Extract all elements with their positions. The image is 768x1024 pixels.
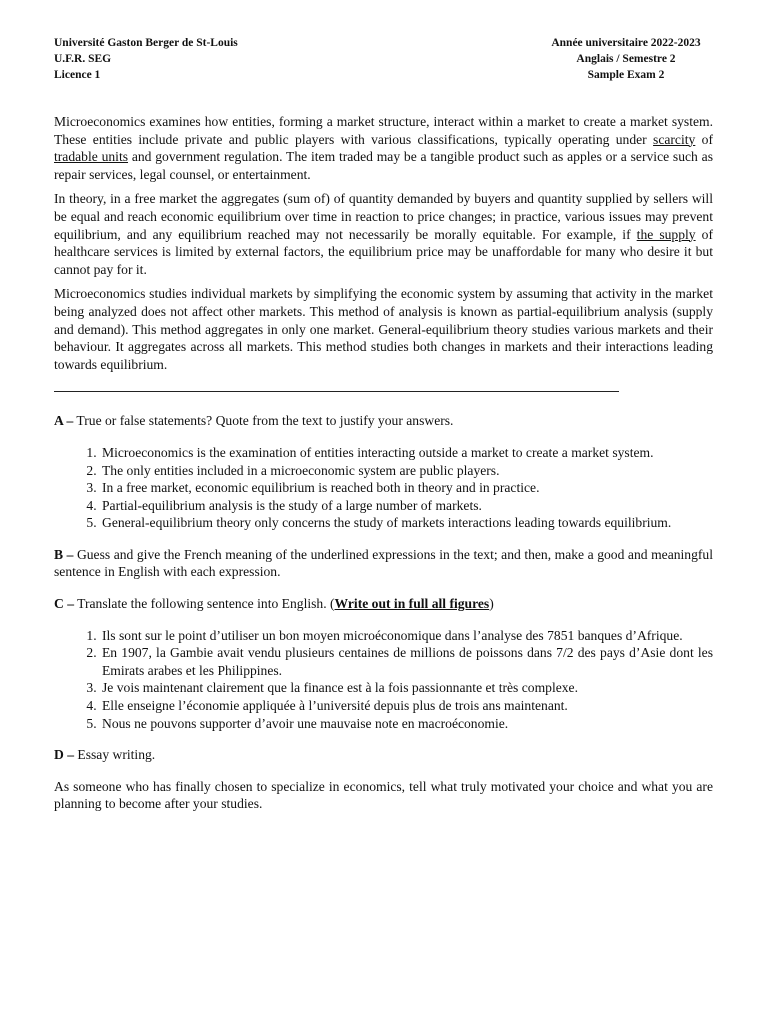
exam-body bbox=[54, 113, 713, 820]
list-item: 2. The only entities included in a microeconomic system are public players. bbox=[100, 462, 713, 480]
underlined-expression: the supply bbox=[636, 226, 696, 242]
section-letter: A – bbox=[54, 413, 74, 429]
passage-paragraph-1: Microeconomics examines how entities, forming a market structure, interact within a market to create a market system. These entities include private and public players with various classifications, typically operating under scarcity of tradable units and government regulation. The item traded may be a tangible product such as apples or a service such as repair services, legal counsel, or entertainment. bbox=[54, 114, 713, 182]
list-item: 5. General-equilibrium theory only concerns the study of markets interactions leading towards equilibrium. bbox=[100, 514, 713, 532]
course-semester: Anglais / Semestre 2 bbox=[576, 53, 676, 65]
section-letter: C – bbox=[54, 596, 75, 612]
list-item: 4. Elle enseigne l’économie appliquée à l’université depuis plus de trois ans maintenant. bbox=[100, 697, 713, 715]
underlined-expression: tradable units bbox=[54, 149, 129, 165]
faculty-name: U.F.R. SEG bbox=[54, 53, 112, 65]
section-c-instruction: C – Translate the following sentence into English. (Write out in full all figures) bbox=[54, 596, 494, 612]
header-row bbox=[54, 67, 714, 83]
university-name: Université Gaston Berger de St-Louis bbox=[54, 37, 238, 49]
list-item: 4. Partial-equilibrium analysis is the study of a large number of markets. bbox=[100, 497, 713, 515]
section-letter: B – bbox=[54, 546, 74, 562]
list-item: 3. Je vois maintenant clairement que la finance est à la fois passionnante et très complexe. bbox=[100, 679, 713, 697]
header-row bbox=[54, 51, 714, 67]
section-b-instruction: B – Guess and give the French meaning of the underlined expressions in the text; and then, make a good and meaningful sentence in English with each expression. bbox=[54, 546, 713, 580]
section-c-list bbox=[54, 627, 713, 733]
figures-note: Write out in full all figures bbox=[334, 596, 490, 612]
section-letter: D – bbox=[54, 747, 75, 763]
passage-paragraph-2: In theory, in a free market the aggregates (sum of) of quantity demanded by buyers and quantity supplied by sellers will be equal and reach economic equilibrium over time in reaction to price changes; in practice, various issues may prevent equilibrium, and any equilibrium reached may not necessarily be morally equitable. For example, if the supply of healthcare services is limited by external factors, the equilibrium price may be unaffordable for many who desire it but cannot pay for it. bbox=[54, 191, 713, 277]
list-item: 3. In a free market, economic equilibrium is reached both in theory and in practice. bbox=[100, 479, 713, 497]
header-row bbox=[54, 35, 714, 51]
document-header bbox=[54, 35, 714, 83]
level-name: Licence 1 bbox=[54, 69, 101, 81]
list-item: 5. Nous ne pouvons supporter d’avoir une mauvaise note en macroéconomie. bbox=[100, 715, 713, 733]
list-item: 1. Microeconomics is the examination of entities interacting outside a market to create a market system. bbox=[100, 444, 713, 462]
section-a-list bbox=[54, 444, 713, 532]
list-item: 1. Ils sont sur le point d’utiliser un bon moyen microéconomique dans l’analyse des 7851 banques d’Afrique. bbox=[100, 627, 713, 645]
academic-year: Année universitaire 2022-2023 bbox=[551, 37, 701, 49]
divider-line bbox=[54, 380, 619, 392]
exam-title: Sample Exam 2 bbox=[587, 69, 665, 81]
list-item: 2. En 1907, la Gambie avait vendu plusieurs centaines de millions de poissons dans 7/2 des pays d’Asie dont les Emirats arabes et les Philippines. bbox=[100, 644, 713, 679]
underlined-expression: scarcity bbox=[653, 131, 696, 147]
section-d-instruction: D – Essay writing. bbox=[54, 747, 156, 763]
passage-paragraph-3: Microeconomics studies individual markets by simplifying the economic system by assuming that activity in the market being analyzed does not affect other markets. This method of analysis is known as partial-equilibrium analysis (supply and demand). This method aggregates in only one market. General-equilibrium theory studies various markets and their behaviour. It aggregates across all markets. This method studies both changes in markets and their interactions leading towards equilibrium. bbox=[54, 286, 713, 372]
section-a-instruction: A – True or false statements? Quote from the text to justify your answers. bbox=[54, 413, 454, 429]
essay-prompt: As someone who has finally chosen to specialize in economics, tell what truly motivated your choice and what you are planning to become after your studies. bbox=[54, 778, 713, 812]
